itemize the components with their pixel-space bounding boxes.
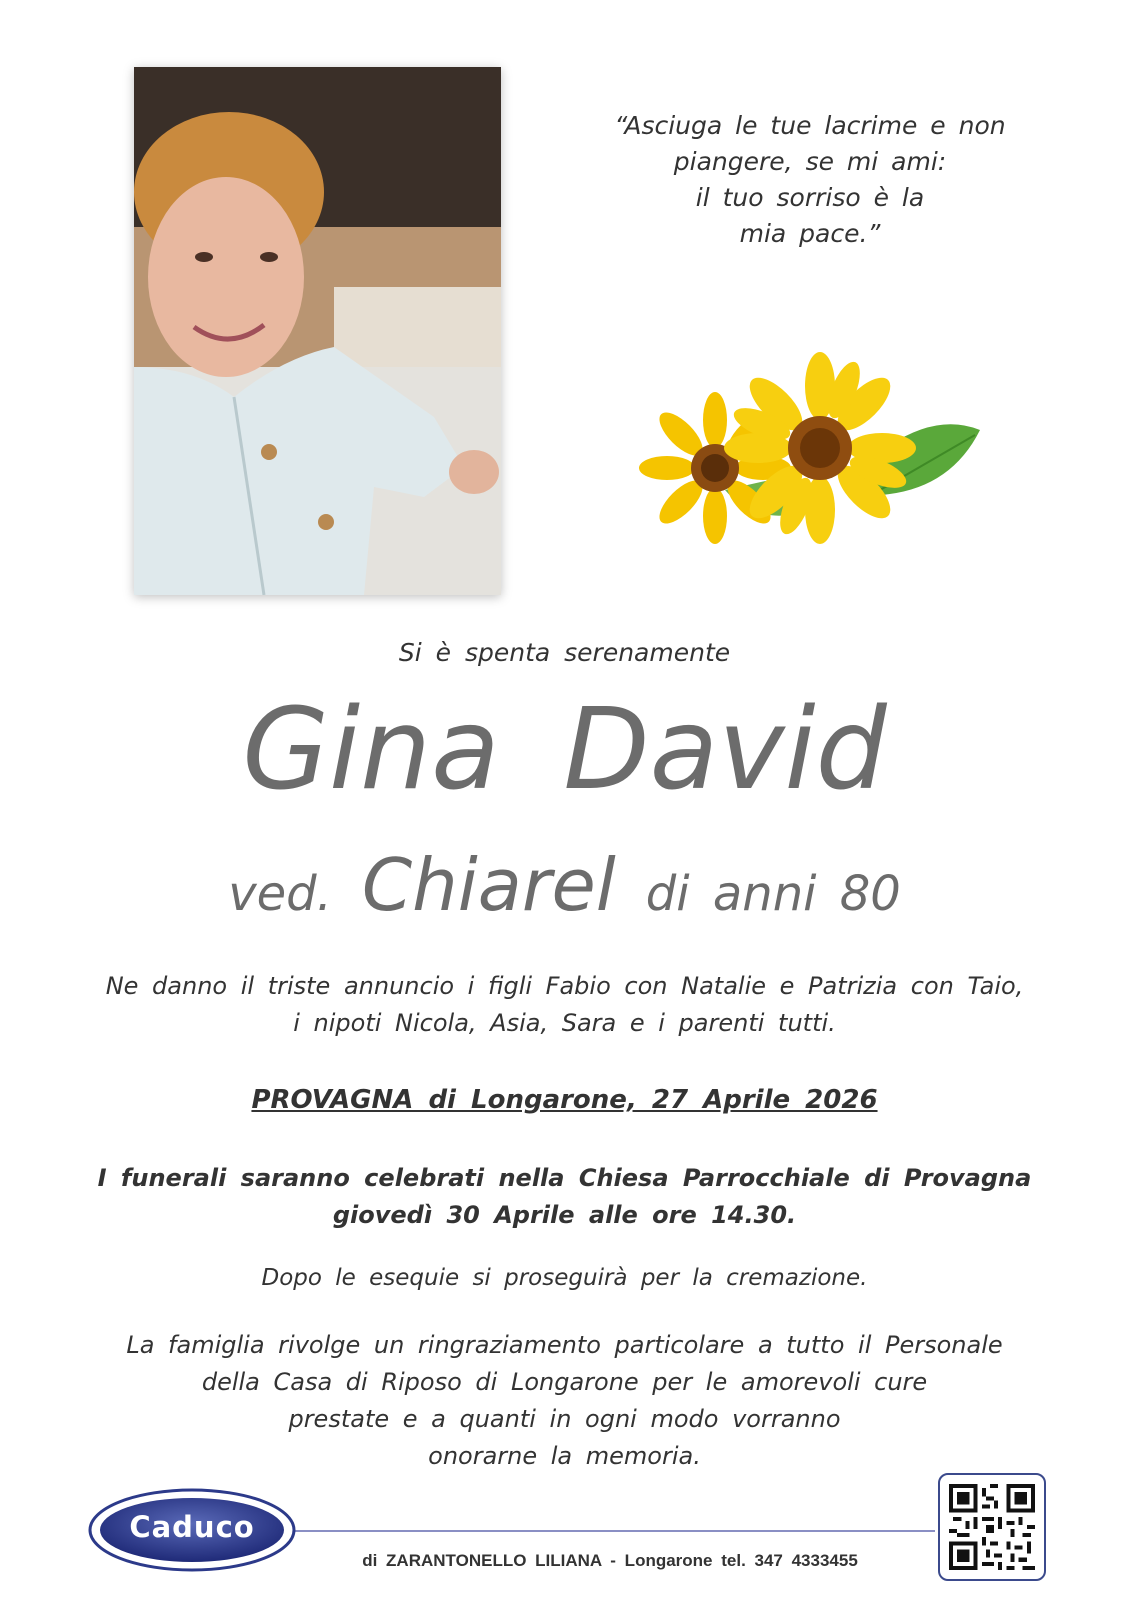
qr-code[interactable] bbox=[938, 1473, 1046, 1581]
quote-line: il tuo sorriso è la bbox=[695, 183, 925, 212]
announcement bbox=[0, 968, 1129, 1042]
funeral-line: giovedì 30 Aprile alle ore 14.30. bbox=[332, 1201, 797, 1229]
deceased-name: Gina David bbox=[242, 685, 887, 815]
footer-divider bbox=[290, 1530, 935, 1532]
thanks-line: onorarne la memoria. bbox=[428, 1442, 701, 1470]
thanks-line: prestate e a quanti in ogni modo vorranno bbox=[288, 1405, 841, 1433]
thanks-line: La famiglia rivolge un ringraziamento particolare a tutto il Personale bbox=[126, 1331, 1003, 1359]
intro-text: Si è spenta serenamente bbox=[398, 638, 731, 667]
portrait-photo bbox=[134, 67, 501, 595]
thanks-line: della Casa di Riposo di Longarone per le amorevoli cure bbox=[201, 1368, 928, 1396]
cremation-note: Dopo le esequie si proseguirà per la cremazione. bbox=[261, 1265, 868, 1291]
widow-line bbox=[0, 845, 1129, 945]
quote-line: mia pace.” bbox=[739, 219, 881, 248]
quote-line: piangere, se mi ami: bbox=[673, 147, 947, 176]
widow-prefix: ved. bbox=[228, 866, 332, 922]
announcement-line: Ne danno il triste annuncio i figli Fabio con Natalie e Patrizia con Taio, bbox=[105, 972, 1024, 1000]
quote bbox=[600, 108, 1020, 252]
agency-info: di ZARANTONELLO LILIANA - Longarone tel. 347 4333455 bbox=[362, 1551, 858, 1570]
quote-line: “Asciuga le tue lacrime e non bbox=[614, 111, 1006, 140]
funeral-line: I funerali saranno celebrati nella Chiesa Parrocchiale di Provagna bbox=[97, 1164, 1032, 1192]
place-date: PROVAGNA di Longarone, 27 Aprile 2026 bbox=[251, 1085, 878, 1115]
maiden-surname: Chiarel bbox=[361, 843, 616, 927]
thanks bbox=[0, 1327, 1129, 1475]
sunflowers-image bbox=[630, 350, 1000, 550]
age: di anni 80 bbox=[645, 866, 901, 922]
announcement-line: i nipoti Nicola, Asia, Sara e i parenti tutti. bbox=[293, 1009, 836, 1037]
funeral-info bbox=[0, 1160, 1129, 1234]
logo-text: Caduco bbox=[129, 1510, 255, 1544]
